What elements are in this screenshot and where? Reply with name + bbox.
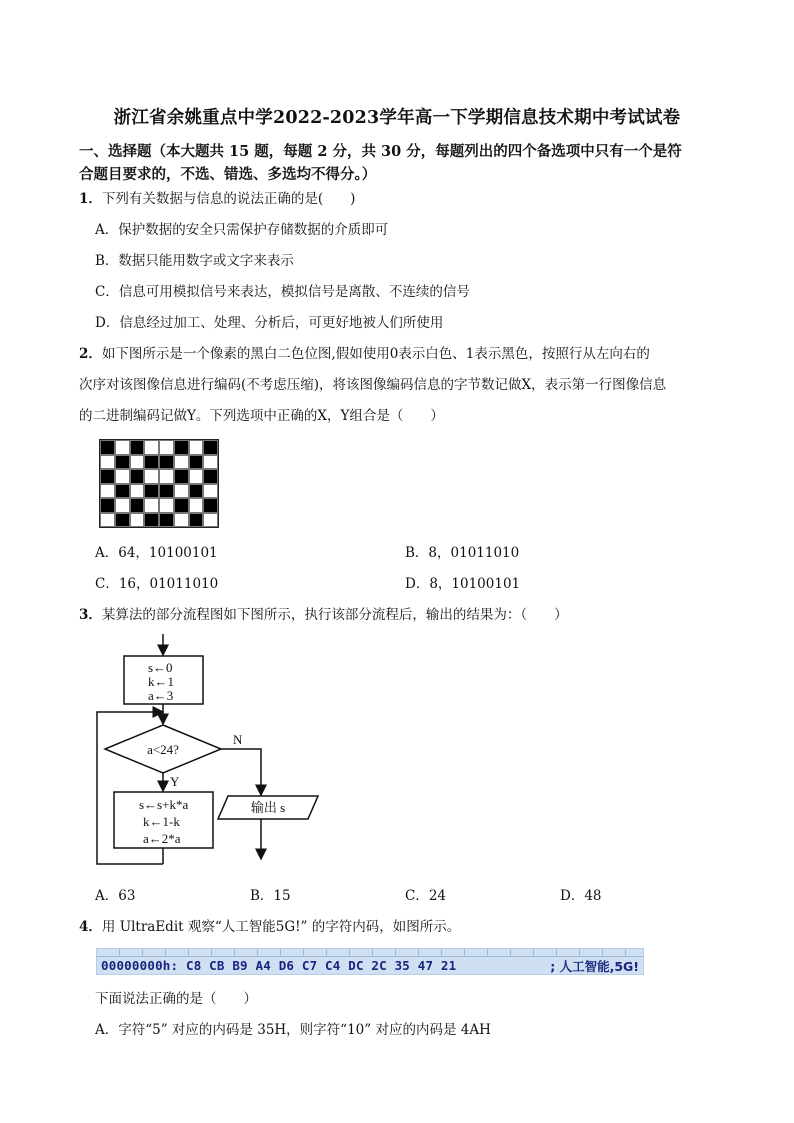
flow-output-text: 输出 s xyxy=(250,800,286,815)
bitmap-cell xyxy=(130,484,145,499)
flow-body-line2: k←1-k xyxy=(143,814,180,829)
section-heading-line2: 合题目要求的，不选、错选、多选均不得分。） xyxy=(79,166,377,183)
bitmap-cell xyxy=(144,440,159,455)
question-4-sub: 下面说法正确的是（ ） xyxy=(95,991,257,1007)
page-title: 浙江省余姚重点中学2022-2023学年高一下学期信息技术期中考试试卷 xyxy=(113,108,681,128)
bitmap-cell xyxy=(130,469,145,484)
flowchart xyxy=(90,630,330,870)
bitmap-cell xyxy=(174,498,189,513)
bitmap-cell xyxy=(130,513,145,528)
bitmap-cell xyxy=(115,498,130,513)
bitmap-cell xyxy=(130,498,145,513)
bitmap-cell xyxy=(203,498,218,513)
flow-body-line3: a←2*a xyxy=(143,831,181,846)
bitmap-cell xyxy=(174,484,189,499)
bitmap-cell xyxy=(100,469,115,484)
ultraedit-hex-view xyxy=(96,948,644,975)
question-3 xyxy=(79,603,568,623)
bitmap-cell xyxy=(159,484,174,499)
bitmap-cell xyxy=(144,513,159,528)
bitmap-cell xyxy=(174,469,189,484)
q3-option-c: C．24 xyxy=(405,888,447,904)
q4-option-a: A．字符“5” 对应的内码是 35H，则字符“10” 对应的内码是 4AH xyxy=(95,1022,491,1038)
hex-ruler xyxy=(97,949,643,957)
q3-option-a: A．63 xyxy=(95,888,136,904)
bitmap-cell xyxy=(159,469,174,484)
section-heading-line1: 一、选择题（本大题共 15 题，每题 2 分，共 30 分，每题列出的四个备选项中只有一个是符 xyxy=(79,143,682,160)
bitmap-cell xyxy=(174,455,189,470)
bitmap-cell xyxy=(159,455,174,470)
bitmap-figure xyxy=(99,439,219,528)
bitmap-cell xyxy=(100,484,115,499)
bitmap-cell xyxy=(189,484,204,499)
bitmap-cell xyxy=(130,440,145,455)
bitmap-cell xyxy=(100,513,115,528)
q1-option-a: A．保护数据的安全只需保护存储数据的介质即可 xyxy=(95,222,389,238)
question-number: 2． xyxy=(79,346,102,362)
flow-init-line3: a←3 xyxy=(148,688,174,703)
flow-yes-label: Y xyxy=(170,774,180,789)
bitmap-cell xyxy=(144,484,159,499)
q2-option-c: C．16，01011010 xyxy=(95,576,219,592)
question-2-line2: 次序对该图像信息进行编码(不考虑压缩)，将该图像编码信息的字节数记做X，表示第一行图像信息 xyxy=(79,377,667,393)
bitmap-cell xyxy=(115,455,130,470)
bitmap-cell xyxy=(189,498,204,513)
bitmap-cell xyxy=(159,440,174,455)
flow-body-line1: s←s+k*a xyxy=(139,797,189,812)
bitmap-cell xyxy=(159,498,174,513)
bitmap-cell xyxy=(144,498,159,513)
bitmap-cell xyxy=(203,469,218,484)
bitmap-cell xyxy=(130,455,145,470)
bitmap-cell xyxy=(203,455,218,470)
bitmap-cell xyxy=(144,455,159,470)
bitmap-cell xyxy=(115,469,130,484)
question-stem: 用 UltraEdit 观察“人工智能5G!” 的字符内码，如图所示。 xyxy=(101,919,461,935)
bitmap-cell xyxy=(203,484,218,499)
bitmap-cell xyxy=(100,455,115,470)
flow-init-line2: k←1 xyxy=(148,674,174,689)
question-stem: 下列有关数据与信息的说法正确的是( ) xyxy=(101,191,356,207)
question-number: 4． xyxy=(79,919,102,935)
hex-line: 00000000h: C8 CB B9 A4 D6 C7 C4 DC 2C 35 47 21 xyxy=(101,958,457,973)
bitmap-cell xyxy=(144,469,159,484)
q2-option-b: B．8，01011010 xyxy=(405,545,520,561)
bitmap-cell xyxy=(174,440,189,455)
bitmap-cell xyxy=(203,513,218,528)
question-number: 1． xyxy=(79,191,102,207)
bitmap-cell xyxy=(100,440,115,455)
q1-option-d: D．信息经过加工、处理、分析后，可更好地被人们所使用 xyxy=(95,315,444,331)
hex-text-column: ; 人工智能,5G! xyxy=(550,959,639,974)
bitmap-cell xyxy=(115,513,130,528)
q2-option-a: A．64，10100101 xyxy=(95,545,218,561)
question-2-line3: 的二进制编码记做Y。下列选项中正确的X，Y组合是（ ） xyxy=(79,408,444,424)
bitmap-cell xyxy=(189,440,204,455)
bitmap-cell xyxy=(189,469,204,484)
question-2-line1 xyxy=(79,342,650,362)
bitmap-cell xyxy=(115,484,130,499)
q3-option-b: B．15 xyxy=(250,888,291,904)
question-1 xyxy=(79,187,355,207)
flow-no-label: N xyxy=(233,732,243,747)
bitmap-cell xyxy=(174,513,189,528)
q3-option-d: D．48 xyxy=(560,888,602,904)
bitmap-cell xyxy=(189,455,204,470)
bitmap-cell xyxy=(100,498,115,513)
bitmap-cell xyxy=(159,513,174,528)
question-stem: 如下图所示是一个像素的黑白二色位图,假如使用0表示白色、1表示黑色，按照行从左向右的 xyxy=(101,346,650,362)
bitmap-cell xyxy=(189,513,204,528)
flow-init-line1: s←0 xyxy=(148,660,173,675)
question-4 xyxy=(79,915,460,935)
q1-option-c: C．信息可用模拟信号来表达，模拟信号是离散、不连续的信号 xyxy=(95,284,470,300)
flow-condition-text: a<24? xyxy=(147,742,179,757)
bitmap-cell xyxy=(115,440,130,455)
question-stem: 某算法的部分流程图如下图所示，执行该部分流程后，输出的结果为：（ ） xyxy=(101,607,568,623)
question-number: 3． xyxy=(79,607,102,623)
q1-option-b: B．数据只能用数字或文字来表示 xyxy=(95,253,294,269)
q2-option-d: D．8，10100101 xyxy=(405,576,521,592)
bitmap-cell xyxy=(203,440,218,455)
